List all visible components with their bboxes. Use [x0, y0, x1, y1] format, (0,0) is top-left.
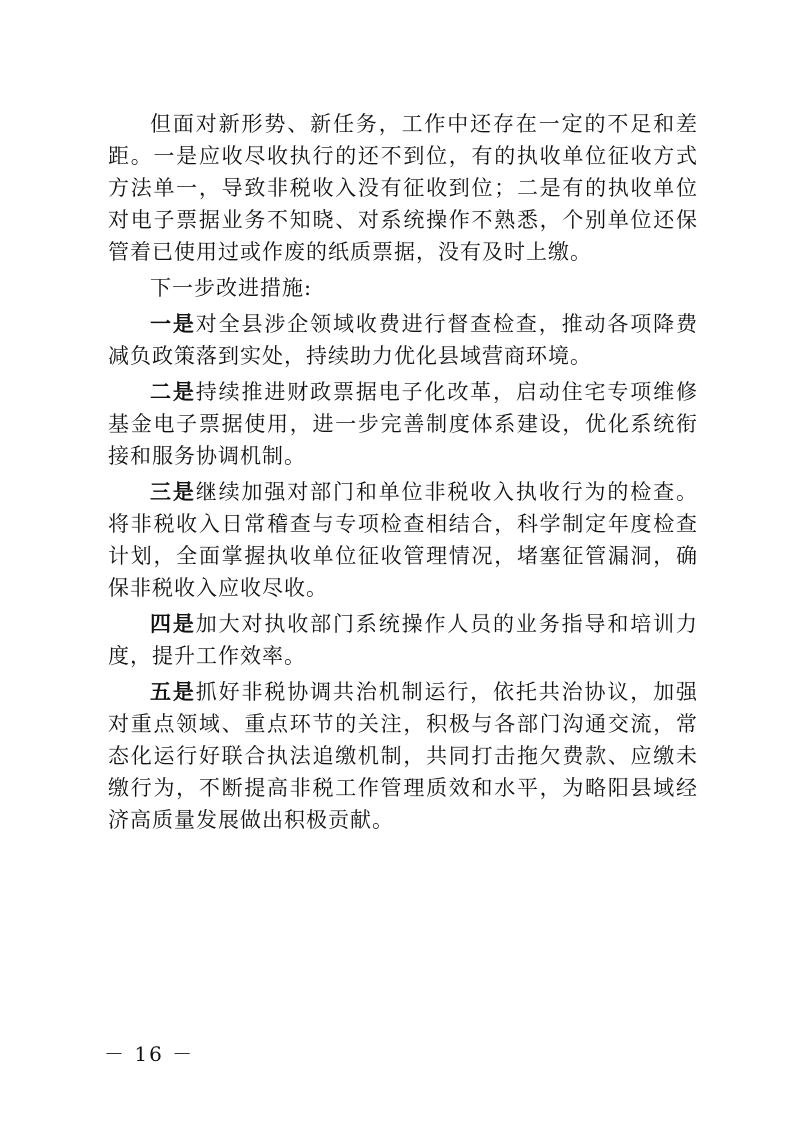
- measure-paragraph-5: [108, 676, 698, 836]
- document-body: [108, 108, 698, 840]
- measure-lead: 五是: [150, 679, 196, 704]
- measure-text: 抓好非税协调共治机制运行，依托共治协议，加强对重点领域、重点环节的关注，积极与各部门沟通交流，常态化运行好联合执法追缴机制，共同打击拖欠费款、应缴未缴行为，不断提高非税工作管理质效和水平，为略阳县域经济高质量发展做出积极贡献。: [108, 680, 699, 832]
- measure-text: 继续加强对部门和单位非税收入执收行为的检查。将非税收入日常稽查与专项检查相结合，科学制定年度检查计划，全面掌握执收单位征收管理情况，堵塞征管漏洞，确保非税收入应收尽收。: [108, 480, 699, 600]
- measure-paragraph-4: [108, 608, 698, 672]
- measure-paragraph-3: [108, 476, 698, 604]
- measure-lead: 一是: [150, 311, 196, 336]
- measure-paragraph-2: [108, 376, 698, 472]
- measure-paragraph-1: [108, 308, 698, 372]
- measure-lead: 四是: [150, 611, 196, 636]
- measure-text: 加大对执收部门系统操作人员的业务指导和培训力度，提升工作效率。: [108, 612, 699, 668]
- page-number: － 16 －: [104, 1042, 195, 1066]
- measures-heading: 下一步改进措施:: [150, 276, 313, 300]
- measure-lead: 三是: [150, 479, 196, 504]
- measure-text: 对全县涉企领域收费进行督查检查，推动各项降费减负政策落到实处，持续助力优化县域营商环境。: [108, 312, 699, 368]
- measure-lead: 二是: [150, 379, 196, 404]
- intro-paragraph: 但面对新形势、新任务，工作中还存在一定的不足和差距。一是应收尽收执行的还不到位，有的执收单位征收方式方法单一，导致非税收入没有征收到位；二是有的执收单位对电子票据业务不知晓、对系统操作不熟悉，个别单位还保管着已使用过或作废的纸质票据，没有及时上缴。: [108, 112, 698, 264]
- measure-text: 持续推进财政票据电子化改革，启动住宅专项维修基金电子票据使用，进一步完善制度体系建设，优化系统衔接和服务协调机制。: [108, 380, 699, 468]
